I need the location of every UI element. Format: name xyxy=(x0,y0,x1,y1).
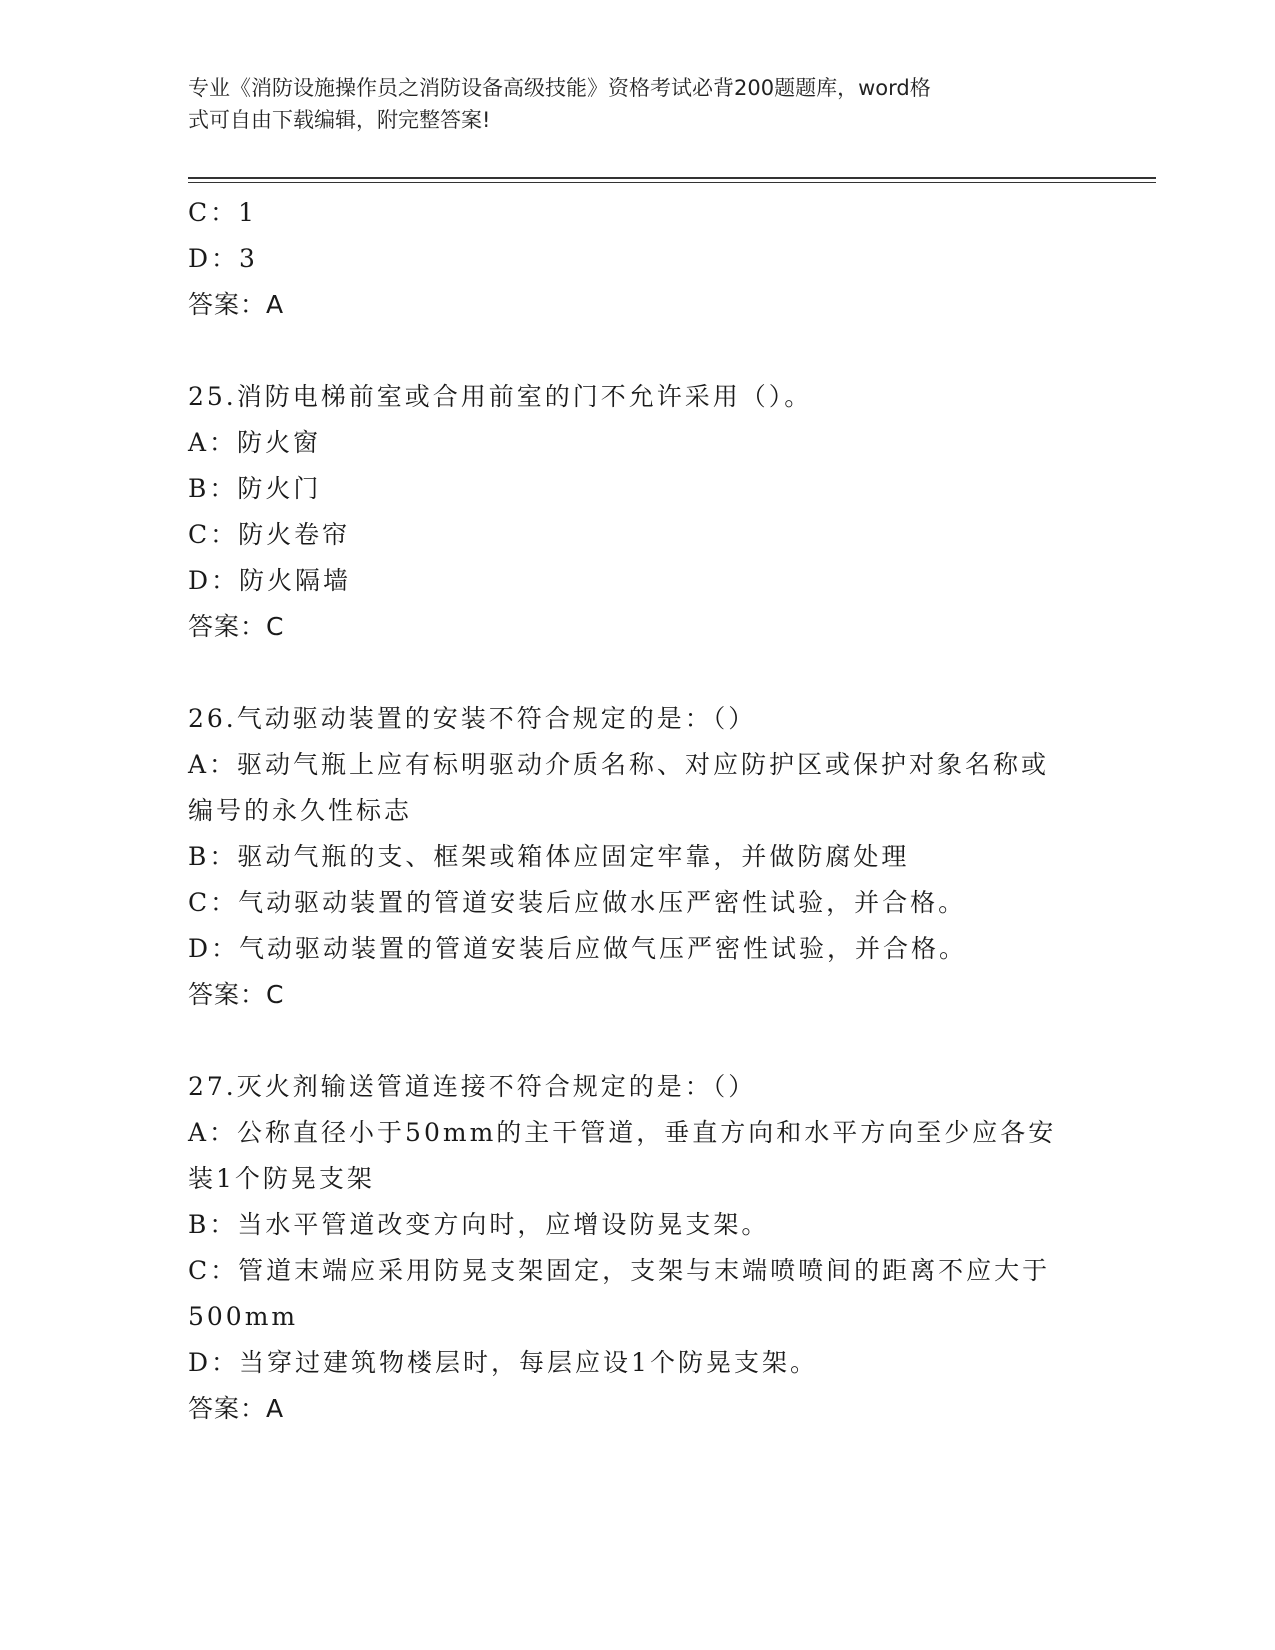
header-divider-thick xyxy=(188,177,1156,179)
header-line-1: 专业《消防设施操作员之消防设备高级技能》资格考试必背200题题库，word格 xyxy=(188,76,931,100)
header-line-2: 式可自由下载编辑，附完整答案! xyxy=(188,108,491,132)
prev-option-c: C：1 xyxy=(188,198,258,227)
question-25-answer: 答案：C xyxy=(188,612,285,641)
question-list xyxy=(188,190,1088,1432)
question-27-option-b: B：当水平管道改变方向时，应增设防晃支架。 xyxy=(188,1210,770,1239)
question-27-option-c-line2: 500mm xyxy=(188,1302,299,1331)
question-25-option-b: B：防火门 xyxy=(188,474,322,503)
question-26-option-b: B：驱动气瓶的支、框架或箱体应固定牢靠，并做防腐处理 xyxy=(188,842,910,871)
question-27-option-d: D：当穿过建筑物楼层时，每层应设1个防晃支架。 xyxy=(188,1348,818,1377)
question-27-option-a-line2: 装1个防晃支架 xyxy=(188,1164,375,1193)
question-27-answer: 答案：A xyxy=(188,1394,285,1423)
question-25-stem: 25.消防电梯前室或合用前室的门不允许采用（）。 xyxy=(188,382,813,411)
question-26-answer: 答案：C xyxy=(188,980,285,1009)
question-27-option-a-line1: A：公称直径小于50mm的主干管道，垂直方向和水平方向至少应各安 xyxy=(188,1118,1057,1147)
spacer xyxy=(188,328,1088,374)
spacer xyxy=(188,650,1088,696)
question-27-option-c-line1: C：管道末端应采用防晃支架固定，支架与末端喷喷间的距离不应大于 xyxy=(188,1256,1051,1285)
question-26-option-a-line1: A：驱动气瓶上应有标明驱动介质名称、对应防护区或保护对象名称或 xyxy=(188,750,1050,779)
question-26-option-d: D：气动驱动装置的管道安装后应做气压严密性试验，并合格。 xyxy=(188,934,968,963)
question-26-option-c: C：气动驱动装置的管道安装后应做水压严密性试验，并合格。 xyxy=(188,888,967,917)
question-25-option-a: A：防火窗 xyxy=(188,428,322,457)
header-divider-thin xyxy=(188,182,1156,183)
prev-answer: 答案：A xyxy=(188,290,285,319)
question-27-stem: 27.灭火剂输送管道连接不符合规定的是：（） xyxy=(188,1072,757,1101)
spacer xyxy=(188,1018,1088,1064)
question-25-option-d: D：防火隔墙 xyxy=(188,566,352,595)
question-26-option-a-line2: 编号的永久性标志 xyxy=(188,796,413,825)
prev-option-d: D：3 xyxy=(188,244,258,273)
question-26-stem: 26.气动驱动装置的安装不符合规定的是：（） xyxy=(188,704,757,733)
document-header xyxy=(188,72,1068,136)
question-25-option-c: C：防火卷帘 xyxy=(188,520,351,549)
